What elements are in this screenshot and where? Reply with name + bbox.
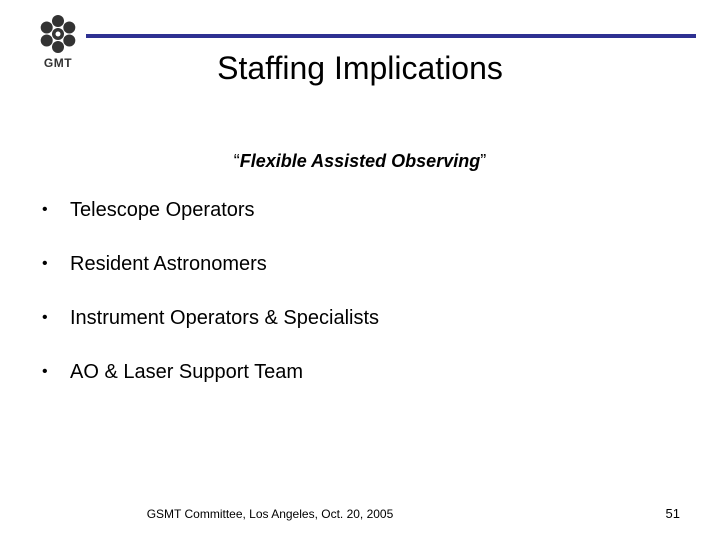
bullet-text: Instrument Operators & Specialists <box>70 307 380 329</box>
bullet-dot-icon: • <box>42 363 48 380</box>
slide-title: Staffing Implications <box>217 50 503 86</box>
gmt-logo <box>30 12 86 76</box>
subtitle-close-quote: ” <box>480 151 487 171</box>
logo-text: GMT <box>43 56 73 70</box>
bullet-dot-icon: • <box>42 201 48 218</box>
bullet-text: Resident Astronomers <box>70 253 267 275</box>
bullet-text: AO & Laser Support Team <box>70 361 304 383</box>
bullet-item <box>42 250 379 304</box>
subtitle-open-quote: “ <box>233 151 240 171</box>
footer-text: GSMT Committee, Los Angeles, Oct. 20, 2005 <box>146 507 394 521</box>
slide-subtitle <box>160 150 560 172</box>
bullet-list <box>42 196 379 412</box>
title-rule <box>86 34 696 38</box>
bullet-item <box>42 196 379 250</box>
bullet-dot-icon: • <box>42 309 48 326</box>
subtitle-emphasis: Flexible Assisted Observing <box>239 151 481 171</box>
bullet-item <box>42 358 379 412</box>
page-number: 51 <box>665 506 680 521</box>
bullet-text: Telescope Operators <box>70 199 255 221</box>
bullet-item <box>42 304 379 358</box>
bullet-dot-icon: • <box>42 255 48 272</box>
gmt-mirror-icon <box>30 12 86 56</box>
